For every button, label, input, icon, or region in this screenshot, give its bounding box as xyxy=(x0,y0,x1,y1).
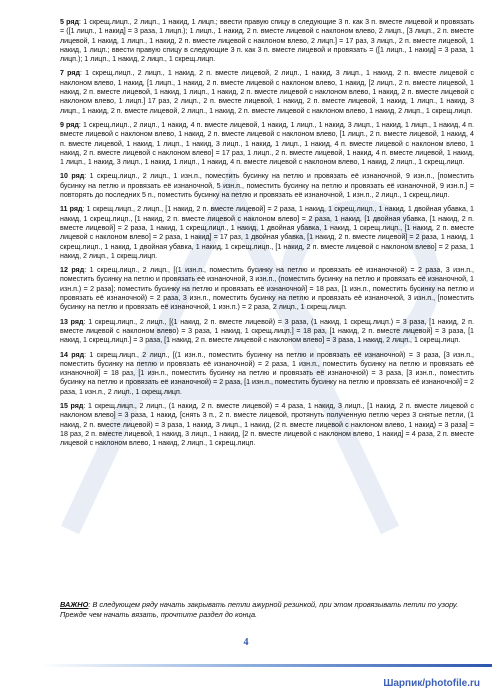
row-11: 11 ряд: 1 скрещ.лицп., 2 лицп., [1 накид, 2 п. вместе лицевой] = 2 раза, 1 накид, 1 скрещ.лицп., 1 накид, 1 двойная убавка, 1 накид, 1 скрещ.лицп., [1 накид, 2 п. вместе лицевой с наклоном влево] = 2 раза, 1 накид, [1 двойная убавка, [1 накид, 2 п. вместе лицевой] = 2 раза, 1 накид, 1 скрещ.лицп., 1 накид, 1 двойная убавка, 1 накид, 1 скрещ.лицп., [1 накид, 2 п. вместе лицевой с наклоном влево] = 2 раза, 1 накид] = 17 раз, 1 двойная убавка, [1 накид, 2 п. вместе лицевой] = 2 раза, 1 накид, 1 скрещ.лицп., 1 накид, 1 двойная убавка, 1 накид, 1 скрещ.лицп., [1 накид, 2 п. вместе лицевой с наклоном влево] = 2 раза, 1 накид, 2 лицп., 1 скрещ.лицп. xyxy=(60,205,474,260)
row-12: 12 ряд: 1 скрещ.лицп., 2 лицп., [(1 изн.п., поместить бусинку на петлю и провязать её изнаночной) = 2 раза, 3 изн.п., поместить бусинку на петлю и провязать её изнаночной, 3 изн.п., (поместить бусинку на петлю и провязать её изнаночной, 1 изн.п.) = 2 раза]; поместить бусинку на петлю и провязать её изнаночной] = 18 раз, [1 изн.п., поместить бусинку на петлю и провязать её изнаночной) = 2 раза, 3 изн.п., поместить бусинку на петлю и провязать её изнаночной, 3 изн.п., [поместить бусинку на петлю и провязать её изнаночной, 1 изн.п.) = 2 раза, 2 лицп., 1 скрещ.лицп. xyxy=(60,266,474,312)
row-5: 5 ряд: 1 скрещ.лицп., 2 лицп., 1 накид, 1 лицп.; ввести правую спицу в следующие 3 п. как 3 п. вместе лицевой и провязать = ([1 лицп., 1 накид] = 3 раза, 1 лицп.); 1 лицп., 1 накид, 2 п. вместе лицевой с наклоном влево, 2 лицп., [3 лицп., 2 п. вместе лицевой, 1 накид, 1 лицп., 1 накид, 2 п. вместе лицевой с наклоном влево, 2 лицп.] = 17 раз, 3 лицп., 2 п. вместе лицевой, 1 накид, 1 лицп.; ввести правую спицу в следующие 3 п. как 3 п. вместе лицевой и провязать = ([1 лицп., 1 накид] = 3 раза, 1 лицп.); 1 лицп., 1 накид, 2 лицп., 1 скрещ.лицп. xyxy=(60,18,474,64)
note-text: : В следующем ряду начать закрывать петли ажурной резинкой, при этом провязывать петли по узору. Прежде чем начать вязать, прочтите раздел до конца. xyxy=(60,600,459,620)
note-lead: ВАЖНО xyxy=(60,600,89,610)
row-9: 9 ряд: 1 скрещ.лицп., 2 лицп., 1 накид, 4 п. вместе лицевой, 1 накид, 1 лицп., 1 накид, 3 лицп., 1 накид, 1 лицп., 1 накид, 4 п. вместе лицевой с наклоном влево, 1 накид, 2 п. вместе лицевой с наклоном влево, [1 лицп., 2 п. вместе лицевой, 1 накид, 4 п. вместе лицевой, 1 накид, 1 лицп., 1 накид, 3 лицп., 1 накид, 1 лицп., 1 накид, 4 п. вместе лицевой с наклоном влево, 1 накид, 2 п. вместе лицевой с наклоном влево] = 17 раз, 1 лицп., 2 п. вместе лицевой, 1 накид, 4 п. вместе лицевой, 1 накид, 1 лицп., 1 накид, 3 лицп., 1 накид, 1 лицп., 1 накид, 4 п. вместе лицевой с наклоном влево, 1 накид, 2 лицп., 1 скрещ.лицп. xyxy=(60,120,474,167)
row-13: 13 ряд: 1 скрещ.лицп., 2 лицп., [(1 накид, 2 п. вместе лицевой) = 3 раза, (1 накид, 1 скрещ.лицп.) = 3 раза, [1 накид, 2 п. вместе лицевой с наклоном влево) = 3 раза, 1 накид, 1 скрещ.лицп.] = 18 раз, [1 накид, 2 п. вместе лицевой] = 3 раза, [1 накид, 1 скрещ.лицп.] = 3 раза, [1 накид, 2 п. вместе лицевой с наклоном влево] = 3 раза, 1 накид, 2 лицп., 1 скрещ.лицп. xyxy=(60,317,474,345)
important-note xyxy=(60,600,474,620)
row-10: 10 ряд: 1 скрещ.лицп., 2 лицп., 1 изн.п., поместить бусинку на петлю и провязать её изнаночной, 9 изн.п., [поместить бусинку на петлю и провязать её изнаночной, 5 изн.п., поместить бусинку на петлю и провязать её изнаночной, 9 изн.п.] = повторять до последних 5 п., поместить бусинку на петлю и провязать её изнаночной, 1 изн.п., 2 лицп., 1 скрещ.лицп. xyxy=(60,172,474,200)
pattern-instructions xyxy=(60,18,474,453)
footer-divider xyxy=(40,664,492,667)
row-7: 7 ряд: 1 скрещ.лицп., 2 лицп., 1 накид, 2 п. вместе лицевой, 2 лицп., 1 накид, 3 лицп., 1 накид, 2 п. вместе лицевой с наклоном влево, 1 накид, [1 лицп., 1 накид, 2 п. вместе лицевой с наклоном влево, 1 накид, [2 лицп., 2 п. вместе лицевой, 1 накид, 2 п. вместе лицевой, 1 накид, 1 лицп., 1 накид, 2 п. вместе лицевой с наклоном влево, 1 накид, 2 п. вместе лицевой с наклоном влево, 1 лицп.] 17 раз, 2 лицп., 2 п. вместе лицевой, 1 накид, 2 п. вместе лицевой, 1 накид, 1 лицп., 1 накид, 3 лицп., 1 накид, 2 п. вместе лицевой, 2 лицп., 1 накид, 2 п. вместе лицевой с наклоном влево, 1 накид, 2 лицп., 1 скрещ.лицп. xyxy=(60,69,474,115)
row-15: 15 ряд: 1 скрещ.лицп., 2 лицп., (1 накид, 2 п. вместе лицевой) = 4 раза, 1 накид, 3 лицп., [1 накид, 2 п. вместе лицевой с наклоном влево] = 3 раза, 1 накид, [снять 3 п., 2 п. вместе лицевой, протянуть полученную петлю через 3 снятые петли, (1 накид, 2 п. вместе лицевой) = 3 раза, 1 накид, 3 лицп., 1 накид, (2 п. вместе лицевой с наклоном влево, 1 накид) = 3 раза] = 18 раз, 2 п. вместе лицевой, 1 накид, 3 лицп., 1 накид, [2 п. вместе лицевой с наклоном влево, 1 накид] = 4 раза, 2 п. вместе лицевой с наклоном влево, 1 накид, 2 лицп., 1 скрещ.лицп. xyxy=(60,401,474,448)
row-14: 14 ряд: 1 скрещ.лицп., 2 лицп., [(1 изн.п., поместить бусинку на петлю и провязать её изнаночной) = 3 раза, [3 изн.п., поместить бусинку на петлю и провязать её изнаночной) = 2 раза, 1 изн.п., поместить бусинку на петлю и провязать её изнаночной] = 18 раз, [1 изн.п., поместить бусинку на петлю и провязать её изнаночной) = 3 раза, [3 изн.п., поместить бусинку на петлю и провязать её изнаночной) = 2 раза, [1 изн.п., поместить бусинку на петлю и провязать её изнаночной] = 2 раза, 1 изн.п., 2 лицп., 1 скрещ.лицп. xyxy=(60,350,474,396)
footer-credit: Шарпик/photofile.ru xyxy=(383,678,480,689)
page-number: 4 xyxy=(243,637,249,648)
